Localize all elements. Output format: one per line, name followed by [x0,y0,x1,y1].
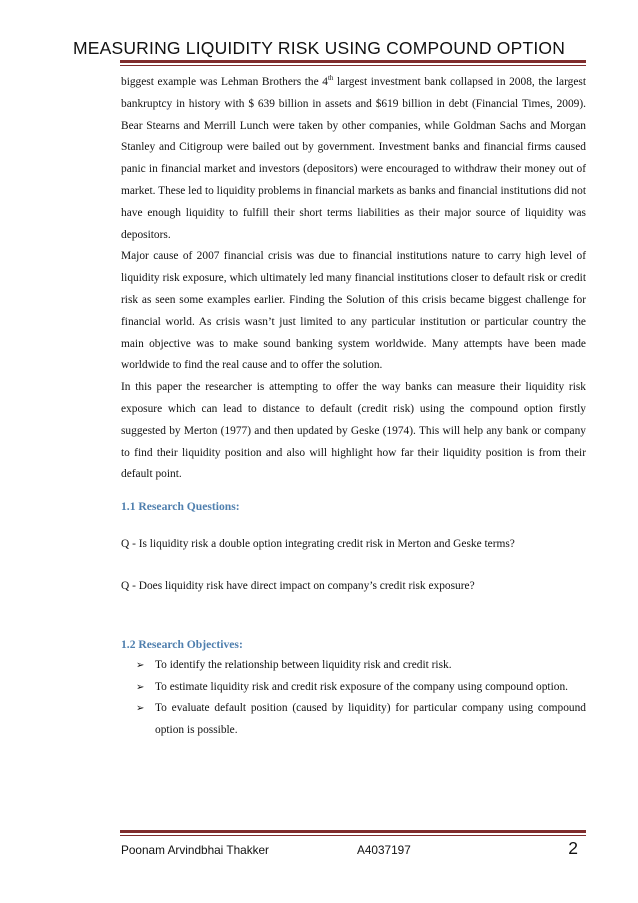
page-footer [121,838,586,862]
arrow-bullet-icon: ➢ [136,681,145,693]
research-question-1: Q - Is liquidity risk a double option integrating credit risk in Merton and Geske terms? [121,538,515,550]
objective-item [121,655,586,677]
header-rule-thin [120,65,586,66]
objectives-list [121,655,586,741]
page-number: 2 [568,838,578,858]
paragraph-lehman-brothers [121,72,586,246]
paragraph-text: largest investment bank collapsed in 2008, the largest bankruptcy in history with $ 639 billion in assets and $619 billion in debt (Financial Times, 2009). Bear Stearns and Merrill Lunch were taken by other companies, while Goldman Sachs and Morgan Stanley and Citigroup were bailed out by government. Investment banks and financial firms caused panic in financial market and investors (depositors) were encouraged to withdraw their money out of market. These led to liquidity problems in financial markets as banks and financial institutions did not have enough liquidity to fulfill their short terms liabilities as their major source of liquidity was depositors. [121,76,587,241]
objective-text: To evaluate default position (caused by liquidity) for particular company using compound option is possible. [155,702,586,736]
paragraph-text: biggest example was Lehman Brothers the 4 [121,76,328,88]
paragraph-research-approach: In this paper the researcher is attempting to offer the way banks can measure their liquidity risk exposure which can lead to distance to default (credit risk) using the compound option firstly suggested by Merton (1977) and then updated by Geske (1974). This will help any bank or company to find their liquidity position and also will highlight how far their liquidity position is from their default point. [121,381,586,481]
footer-rule-thin [120,835,586,836]
arrow-bullet-icon: ➢ [136,703,145,714]
superscript-th: th [327,74,334,83]
heading-research-questions: 1.1 Research Questions: [121,500,240,513]
header-rule-thick [120,60,586,63]
footer-author: Poonam Arvindbhai Thakker [121,843,269,857]
page-header-title: MEASURING LIQUIDITY RISK USING COMPOUND OPTION [72,38,566,58]
heading-research-objectives: 1.2 Research Objectives: [121,638,243,651]
objective-text: To estimate liquidity risk and credit risk exposure of the company using compound option. [155,680,568,693]
objective-item [121,677,586,699]
paragraph-crisis-cause: Major cause of 2007 financial crisis was due to financial institutions nature to carry high level of liquidity risk exposure, which ultimately led many financial institutions closer to default risk or credit risk as seen some examples earlier. Finding the Solution of this crisis became biggest challenge for financial world. As crisis wasn’t just limited to any particular institution or particular country the main objective was to make sound banking system worldwide. Many attempts have been made worldwide to find the real cause and to offer the solution. [121,250,586,372]
footer-rule-thick [120,830,586,833]
research-question-2: Q - Does liquidity risk have direct impact on company’s credit risk exposure? [121,580,475,592]
objective-text: To identify the relationship between liquidity risk and credit risk. [155,659,452,671]
arrow-bullet-icon: ➢ [136,660,145,671]
body-text-block [121,72,586,486]
objective-item [121,698,586,741]
footer-student-id: A4037197 [357,843,411,857]
